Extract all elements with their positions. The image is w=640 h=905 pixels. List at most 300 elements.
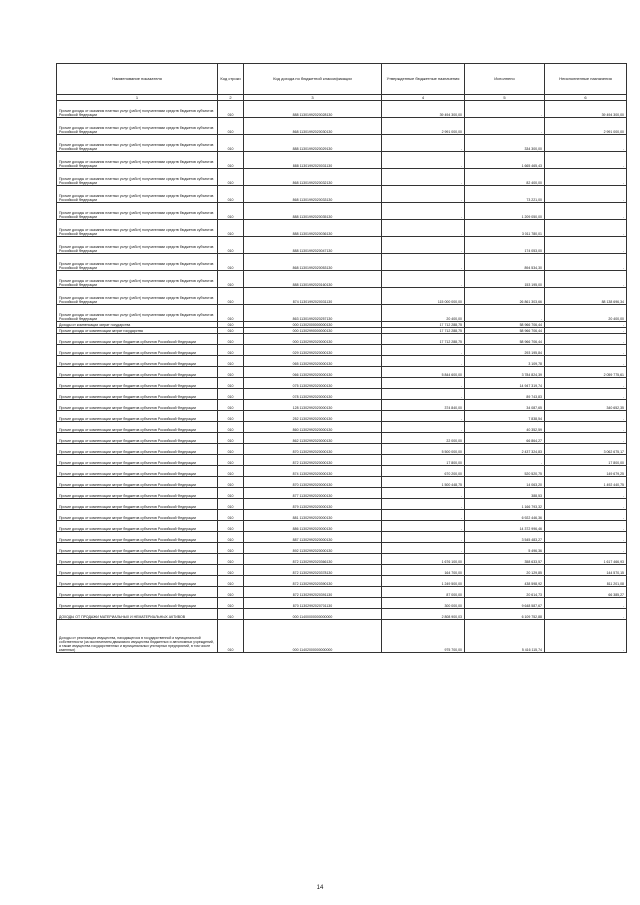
row-line-code: 010 xyxy=(218,565,244,576)
table-row xyxy=(57,186,627,203)
row-budget-code: 877 11302992020000130 xyxy=(244,488,382,499)
row-executed: 6 922 446,36 xyxy=(465,510,545,521)
row-approved: - xyxy=(382,152,465,169)
row-line-code: 010 xyxy=(218,288,244,305)
row-unexecuted: - xyxy=(545,356,627,367)
row-approved: 20 400,00 xyxy=(382,305,465,322)
row-executed: 1 665 465,43 xyxy=(465,152,545,169)
row-unexecuted: - xyxy=(545,169,627,186)
row-line-code: 010 xyxy=(218,356,244,367)
row-name: Прочие доходы от компенсации затрат бюджетов субъектов Российской Федерации xyxy=(57,356,218,367)
row-approved: - xyxy=(382,345,465,356)
row-budget-code: 888 11301992020036130 xyxy=(244,220,382,237)
row-executed: 5 416 115,74 xyxy=(465,620,545,653)
row-unexecuted: - xyxy=(545,499,627,510)
row-line-code: 010 xyxy=(218,422,244,433)
row-name: Доходы от реализации имущества, находящегося в государственной и муниципальной собственности (за исключением движимого имущества бюджетных и автономных учреждений, а также имущества государственных и муниципальных унитарных предприятий, в том числе казенных) xyxy=(57,620,218,653)
table-row xyxy=(57,466,627,477)
row-unexecuted: - xyxy=(545,422,627,433)
row-line-code: 010 xyxy=(218,466,244,477)
row-budget-code: 879 11302992020000130 xyxy=(244,499,382,510)
row-budget-code: 886 11302992020000130 xyxy=(244,521,382,532)
row-line-code: 010 xyxy=(218,152,244,169)
row-budget-code: 872 11302992020000130 xyxy=(244,455,382,466)
table-row xyxy=(57,101,627,118)
row-unexecuted: 66 385,27 xyxy=(545,587,627,598)
row-name: Прочие доходы от оказания платных услуг (работ) получателями средств бюджетов субъектов Российской Федерации xyxy=(57,254,218,271)
row-budget-code: 862 11302992020000130 xyxy=(244,433,382,444)
row-budget-code: 000 11302992020000130 xyxy=(244,334,382,345)
table-row xyxy=(57,587,627,598)
row-approved: - xyxy=(382,169,465,186)
row-unexecuted: - xyxy=(545,220,627,237)
row-approved: - xyxy=(382,422,465,433)
row-budget-code: 872 11302992020366130 xyxy=(244,554,382,565)
row-name: Прочие доходы от оказания платных услуг (работ) получателями средств бюджетов субъектов Российской Федерации xyxy=(57,118,218,135)
row-name: Прочие доходы от компенсации затрат бюджетов субъектов Российской Федерации xyxy=(57,466,218,477)
table-row xyxy=(57,433,627,444)
row-line-code: 010 xyxy=(218,510,244,521)
column-number: 3 xyxy=(244,95,382,101)
table-row xyxy=(57,356,627,367)
row-line-code: 010 xyxy=(218,345,244,356)
row-name: Прочие доходы от компенсации затрат бюджетов субъектов Российской Федерации xyxy=(57,598,218,609)
table-row xyxy=(57,367,627,378)
row-line-code: 010 xyxy=(218,411,244,422)
header-approved: Утвержденные бюджетные назначения xyxy=(382,64,465,95)
row-name: Прочие доходы от компенсации затрат бюджетов субъектов Российской Федерации xyxy=(57,532,218,543)
table-body xyxy=(57,101,627,653)
row-budget-code: 881 11302992020000130 xyxy=(244,510,382,521)
row-unexecuted: - xyxy=(545,322,627,328)
header-unexecuted: Неисполненные назначения xyxy=(545,64,627,95)
row-budget-code: 874 11301992020031130 xyxy=(244,288,382,305)
row-name: Прочие доходы от компенсации затрат бюджетов субъектов Российской Федерации xyxy=(57,411,218,422)
row-unexecuted: - xyxy=(545,543,627,554)
row-unexecuted: 2 059 775,61 xyxy=(545,367,627,378)
row-unexecuted: 1 617 466,93 xyxy=(545,554,627,565)
row-executed: 3 109,78 xyxy=(465,356,545,367)
column-number: 4 xyxy=(382,95,465,101)
table-row xyxy=(57,135,627,152)
row-name: Прочие доходы от компенсации затрат бюджетов субъектов Российской Федерации xyxy=(57,587,218,598)
row-name: Прочие доходы от компенсации затрат бюджетов субъектов Российской Федерации xyxy=(57,510,218,521)
row-budget-code: 870 11302992020000130 xyxy=(244,477,382,488)
row-unexecuted: - xyxy=(545,254,627,271)
row-approved: - xyxy=(382,389,465,400)
row-budget-code: 075 11302992020000130 xyxy=(244,378,382,389)
row-line-code: 010 xyxy=(218,477,244,488)
table-row xyxy=(57,220,627,237)
table-row xyxy=(57,237,627,254)
row-executed: 20 129,85 xyxy=(465,565,545,576)
table-row xyxy=(57,565,627,576)
row-budget-code: 892 11302992020000130 xyxy=(244,543,382,554)
row-executed: 153 195,00 xyxy=(465,271,545,288)
row-line-code: 010 xyxy=(218,135,244,152)
row-name: Прочие доходы от компенсации затрат бюджетов субъектов Российской Федерации xyxy=(57,543,218,554)
row-approved: - xyxy=(382,254,465,271)
row-name: Прочие доходы от компенсации затрат бюджетов субъектов Российской Федерации xyxy=(57,554,218,565)
row-executed: - xyxy=(465,118,545,135)
column-number: 5 xyxy=(465,95,545,101)
row-approved: - xyxy=(382,411,465,422)
row-line-code: 010 xyxy=(218,322,244,328)
row-line-code: 010 xyxy=(218,203,244,220)
row-unexecuted: - xyxy=(545,334,627,345)
row-budget-code: 863 11301992020257130 xyxy=(244,305,382,322)
table-row xyxy=(57,422,627,433)
row-executed: 20 614,73 xyxy=(465,587,545,598)
row-executed: 14 947 319,74 xyxy=(465,378,545,389)
row-executed: 14 372 996,46 xyxy=(465,521,545,532)
table-row xyxy=(57,305,627,322)
row-executed: 5 496,36 xyxy=(465,543,545,554)
row-line-code: 010 xyxy=(218,271,244,288)
table-row xyxy=(57,521,627,532)
row-unexecuted: 144 570,15 xyxy=(545,565,627,576)
row-approved: 2 991 000,00 xyxy=(382,118,465,135)
row-unexecuted: 340 652,35 xyxy=(545,400,627,411)
row-executed: 1 209 050,00 xyxy=(465,203,545,220)
row-unexecuted: - xyxy=(545,488,627,499)
table-row xyxy=(57,118,627,135)
row-approved: 300 000,00 xyxy=(382,598,465,609)
row-line-code: 010 xyxy=(218,101,244,118)
row-approved: 374 840,00 xyxy=(382,400,465,411)
row-line-code: 010 xyxy=(218,367,244,378)
row-name: Прочие доходы от компенсации затрат бюджетов субъектов Российской Федерации xyxy=(57,378,218,389)
row-name: ДОХОДЫ ОТ ПРОДАЖИ МАТЕРИАЛЬНЫХ И НЕМАТЕРИАЛЬНЫХ АКТИВОВ xyxy=(57,609,218,620)
table-row xyxy=(57,411,627,422)
row-line-code: 010 xyxy=(218,620,244,653)
row-unexecuted: - xyxy=(545,620,627,653)
row-executed: 358 633,57 xyxy=(465,554,545,565)
row-unexecuted: - xyxy=(545,271,627,288)
row-name: Прочие доходы от компенсации затрат бюджетов субъектов Российской Федерации xyxy=(57,367,218,378)
row-budget-code: 888 11301992020160130 xyxy=(244,271,382,288)
row-line-code: 010 xyxy=(218,598,244,609)
row-executed: 520 520,75 xyxy=(465,466,545,477)
table-row xyxy=(57,576,627,587)
row-line-code: 010 xyxy=(218,521,244,532)
row-unexecuted: 2 991 000,00 xyxy=(545,118,627,135)
row-line-code: 010 xyxy=(218,328,244,334)
row-approved: 115 000 000,00 xyxy=(382,288,465,305)
row-name: Прочие доходы от оказания платных услуг (работ) получателями средств бюджетов субъектов Российской Федерации xyxy=(57,288,218,305)
row-name: Прочие доходы от оказания платных услуг (работ) получателями средств бюджетов субъектов Российской Федерации xyxy=(57,186,218,203)
table-row xyxy=(57,554,627,565)
row-approved: - xyxy=(382,499,465,510)
table-row xyxy=(57,345,627,356)
table-row xyxy=(57,455,627,466)
row-executed: - xyxy=(465,101,545,118)
row-approved: 670 200,00 xyxy=(382,466,465,477)
row-unexecuted: - xyxy=(545,203,627,220)
row-executed: 34 087,65 xyxy=(465,400,545,411)
table-header-row xyxy=(57,64,627,95)
table-row xyxy=(57,334,627,345)
row-budget-code: 128 11302992020000130 xyxy=(244,400,382,411)
row-approved: 87 000,00 xyxy=(382,587,465,598)
row-budget-code: 872 11302992020391130 xyxy=(244,587,382,598)
row-unexecuted: 149 679,25 xyxy=(545,466,627,477)
row-unexecuted: - xyxy=(545,186,627,203)
row-executed: 7 838,54 xyxy=(465,411,545,422)
row-line-code: 010 xyxy=(218,237,244,254)
row-line-code: 010 xyxy=(218,305,244,322)
table-row xyxy=(57,609,627,620)
row-name: Прочие доходы от оказания платных услуг (работ) получателями средств бюджетов субъектов Российской Федерации xyxy=(57,135,218,152)
row-approved: 22 000,00 xyxy=(382,433,465,444)
table-row xyxy=(57,254,627,271)
column-number: 6 xyxy=(545,95,627,101)
row-approved: - xyxy=(382,220,465,237)
row-name: Прочие доходы от оказания платных услуг (работ) получателями средств бюджетов субъектов Российской Федерации xyxy=(57,305,218,322)
table-row xyxy=(57,598,627,609)
row-approved: 5 844 600,00 xyxy=(382,367,465,378)
row-unexecuted: - xyxy=(545,433,627,444)
row-executed: 9 648 587,67 xyxy=(465,598,545,609)
row-budget-code: 860 11302992020000130 xyxy=(244,422,382,433)
header-line-code: Код строки xyxy=(218,64,244,95)
table-row xyxy=(57,532,627,543)
row-line-code: 010 xyxy=(218,532,244,543)
header-budget-code: Код дохода по бюджетной классификации xyxy=(244,64,382,95)
row-executed: 40 352,59 xyxy=(465,422,545,433)
row-name: Прочие доходы от компенсации затрат бюджетов субъектов Российской Федерации xyxy=(57,345,218,356)
row-name: Прочие доходы от компенсации затрат бюджетов субъектов Российской Федерации xyxy=(57,422,218,433)
row-name: Прочие доходы от компенсации затрат государства xyxy=(57,328,218,334)
row-budget-code: 000 11400000000000000 xyxy=(244,609,382,620)
row-unexecuted: - xyxy=(545,510,627,521)
row-unexecuted: 811 201,08 xyxy=(545,576,627,587)
row-executed: 894 534,30 xyxy=(465,254,545,271)
table-row xyxy=(57,499,627,510)
row-executed: 58 966 706,44 xyxy=(465,334,545,345)
row-executed: 14 063,20 xyxy=(465,477,545,488)
table-row xyxy=(57,543,627,554)
row-approved: - xyxy=(382,237,465,254)
row-approved: 17 800,00 xyxy=(382,455,465,466)
row-executed: 66 864,27 xyxy=(465,433,545,444)
row-approved: 164 700,00 xyxy=(382,565,465,576)
row-name: Прочие доходы от компенсации затрат бюджетов субъектов Российской Федерации xyxy=(57,455,218,466)
row-line-code: 010 xyxy=(218,118,244,135)
row-unexecuted: 1 492 440,75 xyxy=(545,477,627,488)
table-row xyxy=(57,271,627,288)
row-budget-code: 066 11302992020000130 xyxy=(244,367,382,378)
row-executed: 26 861 303,66 xyxy=(465,288,545,305)
row-line-code: 010 xyxy=(218,389,244,400)
row-approved: 39 494 300,00 xyxy=(382,101,465,118)
row-name: Прочие доходы от оказания платных услуг (работ) получателями средств бюджетов субъектов Российской Федерации xyxy=(57,203,218,220)
row-budget-code: 872 11302992020378130 xyxy=(244,565,382,576)
row-budget-code: 887 11302992020000130 xyxy=(244,532,382,543)
table-row xyxy=(57,488,627,499)
row-name: Прочие доходы от компенсации затрат бюджетов субъектов Российской Федерации xyxy=(57,334,218,345)
row-name: Прочие доходы от оказания платных услуг (работ) получателями средств бюджетов субъектов Российской Федерации xyxy=(57,237,218,254)
row-line-code: 010 xyxy=(218,186,244,203)
row-unexecuted: - xyxy=(545,532,627,543)
row-budget-code: 870 11302992020701130 xyxy=(244,598,382,609)
row-unexecuted: 3 062 675,17 xyxy=(545,444,627,455)
row-line-code: 010 xyxy=(218,543,244,554)
row-budget-code: 888 11301992020028130 xyxy=(244,101,382,118)
row-line-code: 010 xyxy=(218,254,244,271)
row-line-code: 010 xyxy=(218,433,244,444)
row-approved: 2 808 900,03 xyxy=(382,609,465,620)
row-approved: - xyxy=(382,543,465,554)
row-budget-code: 868 11301992020030130 xyxy=(244,118,382,135)
row-approved: 17 712 288,75 xyxy=(382,322,465,328)
row-executed: 3 784 824,39 xyxy=(465,367,545,378)
row-name: Прочие доходы от компенсации затрат бюджетов субъектов Российской Федерации xyxy=(57,400,218,411)
row-budget-code: 868 11301992020053130 xyxy=(244,254,382,271)
row-line-code: 010 xyxy=(218,334,244,345)
row-line-code: 010 xyxy=(218,400,244,411)
row-unexecuted: 88 138 696,34 xyxy=(545,288,627,305)
row-line-code: 010 xyxy=(218,587,244,598)
row-executed: 3 545 483,27 xyxy=(465,532,545,543)
table-row xyxy=(57,444,627,455)
row-line-code: 010 xyxy=(218,220,244,237)
row-budget-code: 000 11302990000000130 xyxy=(244,328,382,334)
row-budget-code: 888 11301992020029130 xyxy=(244,135,382,152)
row-budget-code: 870 11302992020000130 xyxy=(244,444,382,455)
row-approved: 17 712 288,75 xyxy=(382,334,465,345)
row-name: Прочие доходы от компенсации затрат бюджетов субъектов Российской Федерации xyxy=(57,477,218,488)
row-unexecuted: 39 494 300,00 xyxy=(545,101,627,118)
row-line-code: 010 xyxy=(218,455,244,466)
table-row xyxy=(57,620,627,653)
row-name: Прочие доходы от компенсации затрат бюджетов субъектов Российской Федерации xyxy=(57,521,218,532)
row-executed: - xyxy=(465,455,545,466)
row-name: Прочие доходы от оказания платных услуг (работ) получателями средств бюджетов субъектов Российской Федерации xyxy=(57,271,218,288)
row-approved: - xyxy=(382,521,465,532)
row-budget-code: 029 11302992020000130 xyxy=(244,345,382,356)
row-budget-code: 872 11302992020390130 xyxy=(244,576,382,587)
row-unexecuted: - xyxy=(545,411,627,422)
row-name: Прочие доходы от оказания платных услуг (работ) получателями средств бюджетов субъектов Российской Федерации xyxy=(57,169,218,186)
row-line-code: 010 xyxy=(218,576,244,587)
table-row xyxy=(57,510,627,521)
row-unexecuted: - xyxy=(545,135,627,152)
row-executed: 3 011 780,01 xyxy=(465,220,545,237)
row-budget-code: 000 11402000000000000 xyxy=(244,620,382,653)
row-unexecuted: - xyxy=(545,378,627,389)
row-approved: - xyxy=(382,510,465,521)
row-executed: 334 300,00 xyxy=(465,135,545,152)
row-budget-code: 888 11301992020031130 xyxy=(244,152,382,169)
row-approved: 5 500 000,00 xyxy=(382,444,465,455)
table-row xyxy=(57,400,627,411)
row-line-code: 010 xyxy=(218,499,244,510)
row-executed: 89 743,83 xyxy=(465,389,545,400)
row-executed: 1 166 793,32 xyxy=(465,499,545,510)
row-budget-code: 065 11302992020000130 xyxy=(244,356,382,367)
row-name: Прочие доходы от оказания платных услуг (работ) получателями средств бюджетов субъектов Российской Федерации xyxy=(57,152,218,169)
column-number: 1 xyxy=(57,95,218,101)
report-sheet xyxy=(56,63,626,653)
page-number: 14 xyxy=(316,885,324,891)
revenue-table xyxy=(56,63,627,653)
table-row xyxy=(57,477,627,488)
row-budget-code: 252 11302992020000130 xyxy=(244,411,382,422)
row-name: Прочие доходы от компенсации затрат бюджетов субъектов Российской Федерации xyxy=(57,499,218,510)
row-executed: 2 437 324,83 xyxy=(465,444,545,455)
row-executed: - xyxy=(465,305,545,322)
table-row xyxy=(57,169,627,186)
table-row xyxy=(57,203,627,220)
row-unexecuted: - xyxy=(545,237,627,254)
table-row xyxy=(57,288,627,305)
row-unexecuted: - xyxy=(545,328,627,334)
row-approved: - xyxy=(382,203,465,220)
header-executed: Исполнено xyxy=(465,64,545,95)
row-approved: - xyxy=(382,532,465,543)
row-unexecuted: - xyxy=(545,389,627,400)
row-approved: 1 500 448,75 xyxy=(382,477,465,488)
row-unexecuted: - xyxy=(545,609,627,620)
row-unexecuted: - xyxy=(545,345,627,356)
row-name: Прочие доходы от компенсации затрат бюджетов субъектов Российской Федерации xyxy=(57,488,218,499)
row-unexecuted: - xyxy=(545,152,627,169)
row-approved: - xyxy=(382,378,465,389)
row-name: Доходы от компенсации затрат государства xyxy=(57,322,218,328)
row-name: Прочие доходы от компенсации затрат бюджетов субъектов Российской Федерации xyxy=(57,433,218,444)
row-approved: 975 700,00 xyxy=(382,620,465,653)
row-unexecuted: 17 800,00 xyxy=(545,455,627,466)
row-budget-code: 868 11301992020032130 xyxy=(244,169,382,186)
row-approved: - xyxy=(382,186,465,203)
table-row xyxy=(57,378,627,389)
row-approved: 17 712 288,75 xyxy=(382,328,465,334)
row-executed: 6 109 752,88 xyxy=(465,609,545,620)
row-unexecuted: - xyxy=(545,521,627,532)
row-budget-code: 868 11301992020033130 xyxy=(244,186,382,203)
table-row xyxy=(57,152,627,169)
row-executed: 73 221,00 xyxy=(465,186,545,203)
row-line-code: 010 xyxy=(218,378,244,389)
row-executed: 438 598,92 xyxy=(465,576,545,587)
row-name: Прочие доходы от компенсации затрат бюджетов субъектов Российской Федерации xyxy=(57,389,218,400)
row-line-code: 010 xyxy=(218,488,244,499)
row-executed: 174 053,00 xyxy=(465,237,545,254)
row-line-code: 010 xyxy=(218,554,244,565)
row-name: Прочие доходы от компенсации затрат бюджетов субъектов Российской Федерации xyxy=(57,565,218,576)
row-executed: 58 966 706,44 xyxy=(465,322,545,328)
row-name: Прочие доходы от оказания платных услуг (работ) получателями средств бюджетов субъектов Российской Федерации xyxy=(57,101,218,118)
row-executed: 82 400,00 xyxy=(465,169,545,186)
row-approved: - xyxy=(382,135,465,152)
row-executed: 58 966 706,44 xyxy=(465,328,545,334)
row-approved: 1 249 500,00 xyxy=(382,576,465,587)
row-budget-code: 000 11302000000000130 xyxy=(244,322,382,328)
row-line-code: 010 xyxy=(218,609,244,620)
column-number: 2 xyxy=(218,95,244,101)
row-line-code: 010 xyxy=(218,169,244,186)
header-indicator-name: Наименование показателя xyxy=(57,64,218,95)
row-budget-code: 078 11302992020000130 xyxy=(244,389,382,400)
row-budget-code: 888 11301992020047130 xyxy=(244,237,382,254)
row-executed: 388,53 xyxy=(465,488,545,499)
row-name: Прочие доходы от компенсации затрат бюджетов субъектов Российской Федерации xyxy=(57,576,218,587)
row-approved: - xyxy=(382,356,465,367)
row-approved: - xyxy=(382,271,465,288)
row-unexecuted: 20 400,00 xyxy=(545,305,627,322)
row-budget-code: 888 11301992020035130 xyxy=(244,203,382,220)
